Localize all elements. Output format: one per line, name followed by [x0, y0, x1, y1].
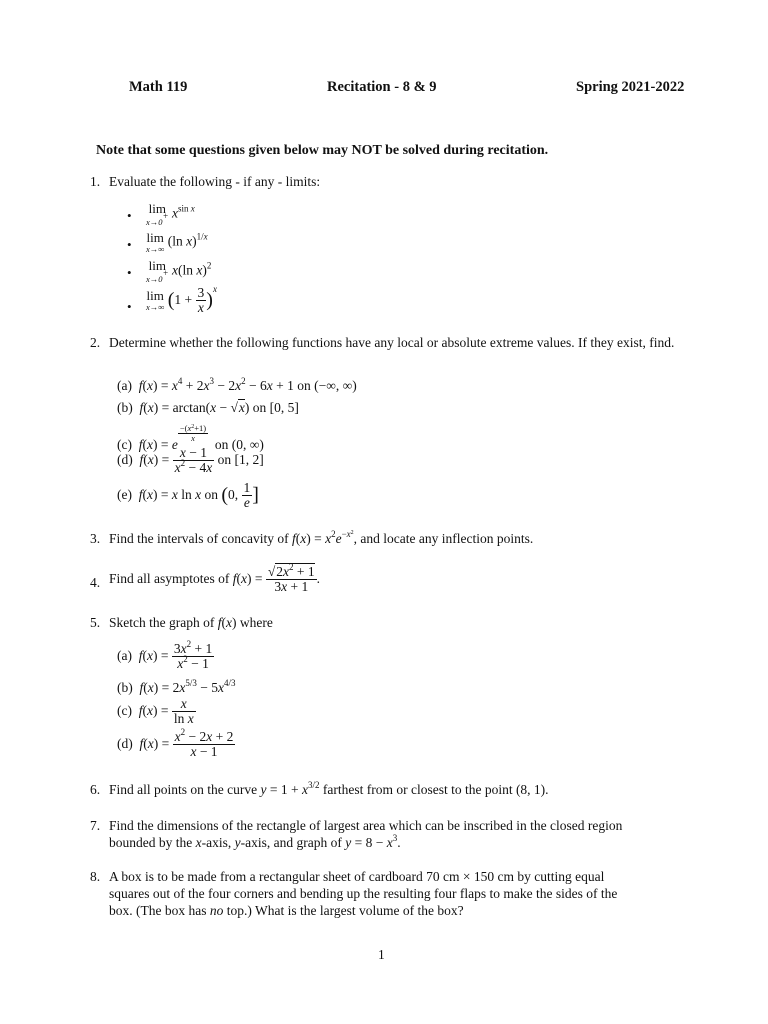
bullet: •: [127, 265, 132, 280]
question-text: bounded by the: [109, 834, 196, 850]
question-text: , and locate any inflection points.: [353, 531, 534, 546]
question-text: Determine whether the following functions have any local or absolute extreme values. If they exist, find.: [109, 335, 675, 350]
bullet: •: [127, 237, 132, 252]
question-2: [90, 335, 700, 351]
page-number: 1: [378, 947, 385, 962]
item-2a: (a) $f(x) = x^4 + 2x^3 - 2x^2 - 6x + 1$ on (−∞, ∞): [117, 376, 357, 393]
question-7: 7. Find the dimensions of the rectangle of largest area which can be inscribed in the closed region bounded by the x-axis, y-axis, and graph of $y = 8 - x^3$.: [90, 818, 700, 852]
question-6: 6. Find all points on the curve $y = 1 + x^{3/2}$ farthest from or closest to the point (8, 1).: [90, 780, 549, 797]
emphasis: no: [209, 902, 224, 918]
question-5: 5. Sketch the graph of f(x) where: [90, 615, 273, 630]
item-2e: (e) f(x) = x ln x on (0, $\frac{1}{e}$ ]: [117, 480, 259, 511]
limit-item-4: lim x→∞ (1 + $\frac{3}{x}$ )$^x$: [146, 283, 217, 316]
item-5c: (c) f(x) = $\frac{x}{\text{ln x}}$: [117, 696, 194, 727]
item-label: (d): [117, 451, 133, 467]
question-number: 6.: [90, 782, 101, 797]
question-text: A box is to be made from a rectangular sheet of cardboard 70 cm × 150 cm by cutting equal: [109, 869, 605, 884]
limit-item-2: lim x→∞ (ln x)$^{1/x}$: [146, 230, 208, 254]
question-text: Find all asymptotes of: [109, 570, 233, 586]
question-text: Evaluate the following - if any - limits:: [109, 174, 321, 189]
question-1: [90, 174, 700, 191]
item-label: (b): [117, 680, 133, 695]
question-number: 1.: [90, 174, 101, 189]
question-text: -axis,: [201, 834, 235, 850]
course-name: Math 119: [129, 79, 188, 95]
bullet: •: [127, 208, 132, 223]
term: Spring 2021-2022: [576, 79, 685, 95]
question-text: -axis, and graph of: [240, 834, 346, 850]
item-label: (c): [117, 436, 132, 452]
limit-item-3: lim x→0+ x(ln x)$^2$: [146, 258, 212, 284]
question-number: 8.: [90, 869, 101, 884]
question-text: Find all points on the curve: [109, 782, 261, 797]
question-3: 3. Find the intervals of concavity of $f(x) = x^2e^{-x^2}$, and locate any inflection points.: [90, 529, 534, 546]
question-text: Find the dimensions of the rectangle of largest area which can be inscribed in the closed region: [109, 818, 623, 833]
item-label: (b): [117, 400, 133, 415]
question-text: farthest from or closest to the point (8, 1).: [319, 782, 549, 797]
item-2b: (b) f(x) = arctan(x − √x) on [0, 5]: [117, 400, 299, 415]
question-number: 2.: [90, 335, 101, 350]
item-2d: (d) f(x) = $\frac{x - 1}{x^2 - 4x}$ on [1, 2]: [117, 445, 264, 476]
question-text: Sketch the graph of: [109, 615, 218, 630]
item-5d: (d) f(x) = $\frac{x^2 - 2x + 2}{x - 1}$: [117, 727, 234, 760]
question-8: [90, 869, 700, 920]
item-label: (a): [117, 647, 132, 663]
question-text: squares out of the four corners and bending up the resulting four flaps to make the sides of the: [109, 885, 618, 901]
item-label: (d): [117, 735, 133, 751]
question-text: where: [236, 615, 273, 630]
question-number: 3.: [90, 531, 101, 546]
question-text: Find the intervals of concavity of: [109, 531, 292, 546]
recitation-title: Recitation - 8 & 9: [327, 79, 437, 95]
item-5a: (a) f(x) = $\frac{3x^2 + 1}{x^2 - 1}$: [117, 639, 213, 672]
item-5b: (b) $f(x) = 2x^{5/3} - 5x^{4/3}$: [117, 678, 236, 695]
question-text: top.) What is the largest volume of the box?: [223, 902, 464, 918]
item-label: (c): [117, 702, 132, 718]
question-text: box. (The box has: [109, 902, 210, 918]
question-4: 4. Find all asymptotes of f(x) = $\frac{√2x^2 + 1}{3x + 1}$ .: [90, 562, 321, 595]
question-number: 7.: [90, 818, 101, 833]
question-number: 4.: [90, 575, 101, 590]
item-2c: (c) f(x) = e $\frac{-(x^2+1)}{x}$ on (0, ∞): [117, 423, 264, 452]
bullet: •: [127, 299, 132, 314]
question-number: 5.: [90, 615, 101, 630]
item-label: (e): [117, 486, 132, 502]
limit-item-1: lim x→0+ $x^{sin x}$: [146, 201, 195, 227]
item-label: (a): [117, 378, 132, 393]
note: Note that some questions given below may NOT be solved during recitation.: [96, 143, 549, 158]
